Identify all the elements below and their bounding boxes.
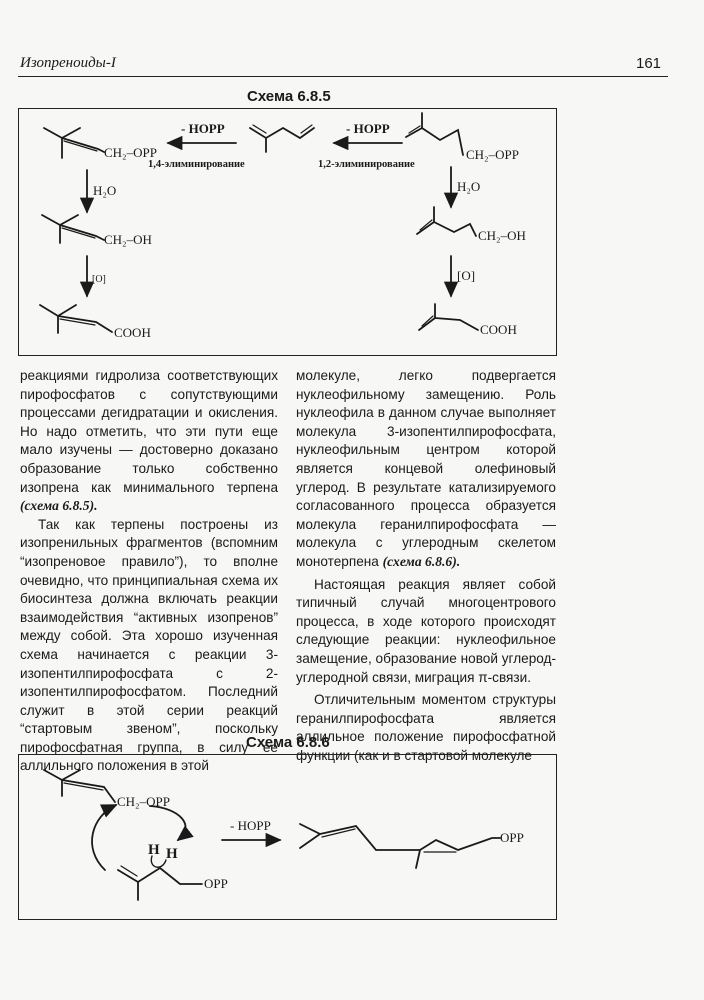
isopentenoic-acid-structure — [419, 304, 478, 330]
acid-left-label: COOH — [114, 325, 151, 340]
ipp-ester-label: CH₂–OPP — [466, 147, 519, 162]
left-paragraph-1: реакциями гидролиза соответствующих пирофосфатов с сопутствующими процессами дегидратации и окисления. Но надо отметить, что эти пути еще мало изучены — достоверно доказано образование только собственно изопрена как минимального терпена (схема 6.8.5). — [20, 368, 278, 514]
left-column — [20, 367, 278, 776]
prenol-alcohol-label: CH₂–OH — [104, 232, 152, 247]
ipp-structure — [406, 113, 463, 155]
scheme-2-frame — [18, 754, 557, 920]
prenol-structure — [42, 215, 104, 243]
scheme-reference-2: (схема 6.8.6). — [382, 553, 461, 569]
left-paragraph-2: Так как терпены построены из изопренильных фрагментов (вспомним “изопреновое правило”), то вполне очевидно, что принципиальная схема их биосинтеза должна включать реакции взаимодействия “активных изопренов” между собой. Эта хорошо изученная схема начинается с реакции 3-изопентилпирофосфата с 2-изопентилпирофосфатом. Последний служит в этой серии реакций “стартовым звеном”, поскольку пирофосфатная группа, в силу ее аллильного положения в этой — [20, 516, 278, 774]
dmapp-ester-label: CH₂–OPP — [104, 145, 157, 160]
h2o-right-label: H₂O — [457, 179, 481, 194]
dmapp-structure — [44, 128, 104, 158]
acid-right-label: COOH — [480, 322, 517, 337]
isoprene-structure — [250, 125, 314, 152]
right-paragraph-3: Отличительным моментом структуры геранилпирофосфата является аллильное положение пирофосфатной функции (как и в стартовой молекуле — [296, 692, 556, 763]
oxid-right-label: [O] — [457, 268, 476, 283]
right-paragraph-2: Настоящая реакция являет собой типичный случай многоцентрового процесса, в ходе которого происходят следующие реакции: нуклеофильное замещение, образование новой углерод-углеродной связи, миграция π-связи. — [296, 576, 556, 685]
right-column — [296, 367, 556, 765]
scheme-reference-1: (схема 6.8.5). — [20, 498, 98, 514]
oxid-left-label: [O] — [92, 274, 106, 285]
elim-12-label: 1,2-элиминирование — [318, 159, 415, 170]
hydrogen-right-label: H — [166, 846, 178, 862]
scheme-1-title: Схема 6.8.5 — [247, 88, 331, 105]
start-ester-label: CH₂–OPP — [117, 794, 170, 809]
elim-14-label: 1,4-элиминирование — [148, 159, 245, 170]
running-title: Изопреноиды-I — [20, 55, 116, 71]
isopentenol-alcohol-label: CH₂–OH — [478, 228, 526, 243]
ipp-ester-label: OPP — [204, 876, 228, 891]
right-paragraph-1: молекуле, легко подвергается нуклеофильному замещению. Роль нуклеофила в данном случае выполняет молекула 3-изопентилпирофосфата, нуклеофильным центром которой является концевой олефиновый углерод. В результате катализируемого согласованного процесса образуется молекула геранилпирофосфата — молекула с углеродным скелетом монотерпена (схема 6.8.6). — [296, 368, 556, 569]
product-ester-label: OPP — [500, 830, 524, 845]
h2o-left-label: H₂O — [93, 183, 117, 198]
reaction-arrow-label: - HOPP — [230, 818, 271, 833]
arrow-right-label: - HOPP — [346, 121, 390, 136]
scheme-2-title: Схема 6.8.6 — [246, 734, 330, 751]
senecioic-acid-structure — [40, 305, 112, 333]
arrow-left-label: - HOPP — [181, 121, 225, 136]
isopentenol-structure — [417, 207, 476, 236]
hydrogen-left-label: H — [148, 842, 160, 858]
page-number: 161 — [636, 55, 662, 72]
